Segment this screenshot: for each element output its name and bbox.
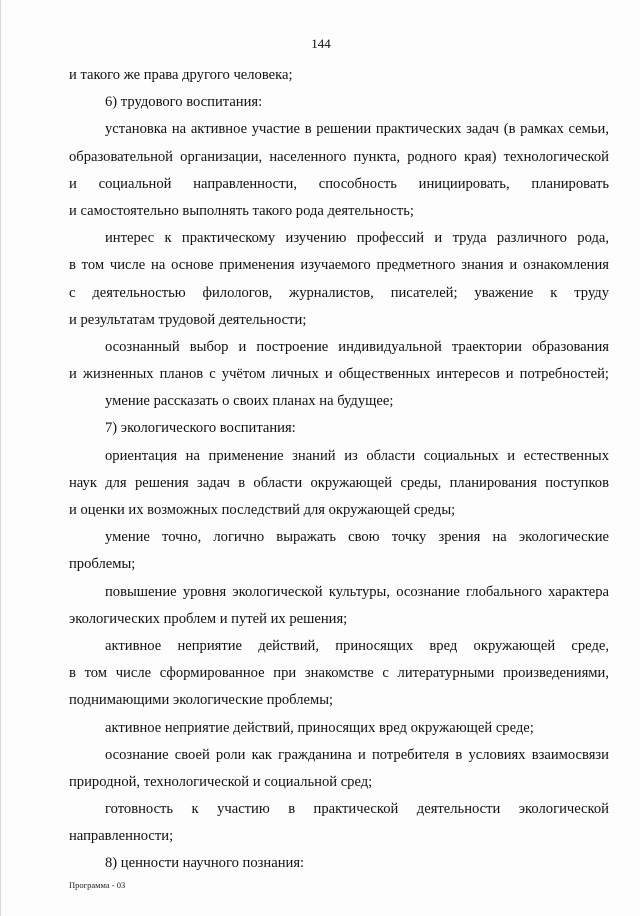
text-line: интерес к практическому изучению профессий и труда различного рода, — [105, 230, 609, 247]
text-line: поднимающими экологические проблемы; — [69, 692, 334, 709]
text-line: ориентация на применение знаний из области социальных и естественных — [105, 447, 609, 464]
text-line: 6) трудового воспитания: — [105, 94, 263, 111]
text-line: 7) экологического воспитания: — [105, 420, 296, 437]
text-line: готовность к участию в практической деятельности экологической — [105, 801, 609, 818]
text-line: проблемы; — [69, 556, 136, 573]
text-line: направленности; — [69, 828, 174, 845]
text-line: установка на активное участие в решении практических задач (в рамках семьи, — [105, 121, 609, 138]
text-line: в том числе на основе применения изучаемого предметного знания и ознакомления — [69, 257, 609, 274]
text-line: активное неприятие действий, приносящих вред окружающей среде, — [105, 637, 609, 654]
body-text — [69, 62, 609, 878]
text-line: и результатам трудовой деятельности; — [69, 311, 307, 328]
text-line: образовательной организации, населенного пункта, родного края) технологической — [69, 148, 609, 165]
text-line: умение рассказать о своих планах на будущее; — [105, 393, 394, 410]
text-line: наук для решения задач в области окружающей среды, планирования поступков — [69, 474, 609, 491]
text-line: и самостоятельно выполнять такого рода деятельность; — [69, 202, 414, 219]
text-line: осознание своей роли как гражданина и потребителя в условиях взаимосвязи — [105, 746, 609, 763]
text-line: осознанный выбор и построение индивидуальной траектории образования — [105, 338, 609, 355]
text-line: повышение уровня экологической культуры, осознание глобального характера — [105, 583, 609, 600]
text-line: 8) ценности научного познания: — [105, 855, 305, 872]
text-line: с деятельностью филологов, журналистов, писателей; уважение к труду — [69, 284, 609, 301]
text-line: и такого же права другого человека; — [69, 67, 293, 83]
text-line: активное неприятие действий, приносящих вред окружающей среде; — [105, 719, 534, 736]
text-line: и оценки их возможных последствий для окружающей среды; — [69, 502, 456, 518]
text-line: и социальной направленности, способность инициировать, планировать — [69, 175, 609, 192]
text-line: экологических проблем и путей их решения; — [69, 610, 348, 627]
page-footer: Программа - 03 — [69, 880, 126, 890]
text-line: в том числе сформированное при знакомстве с литературными произведениями, — [69, 665, 609, 682]
page-number: 144 — [311, 36, 331, 51]
text-line: и жизненных планов с учётом личных и общественных интересов и потребностей; — [69, 366, 609, 383]
text-line: природной, технологической и социальной сред; — [69, 773, 373, 790]
text-line: умение точно, логично выражать свою точку зрения на экологические — [105, 529, 609, 546]
